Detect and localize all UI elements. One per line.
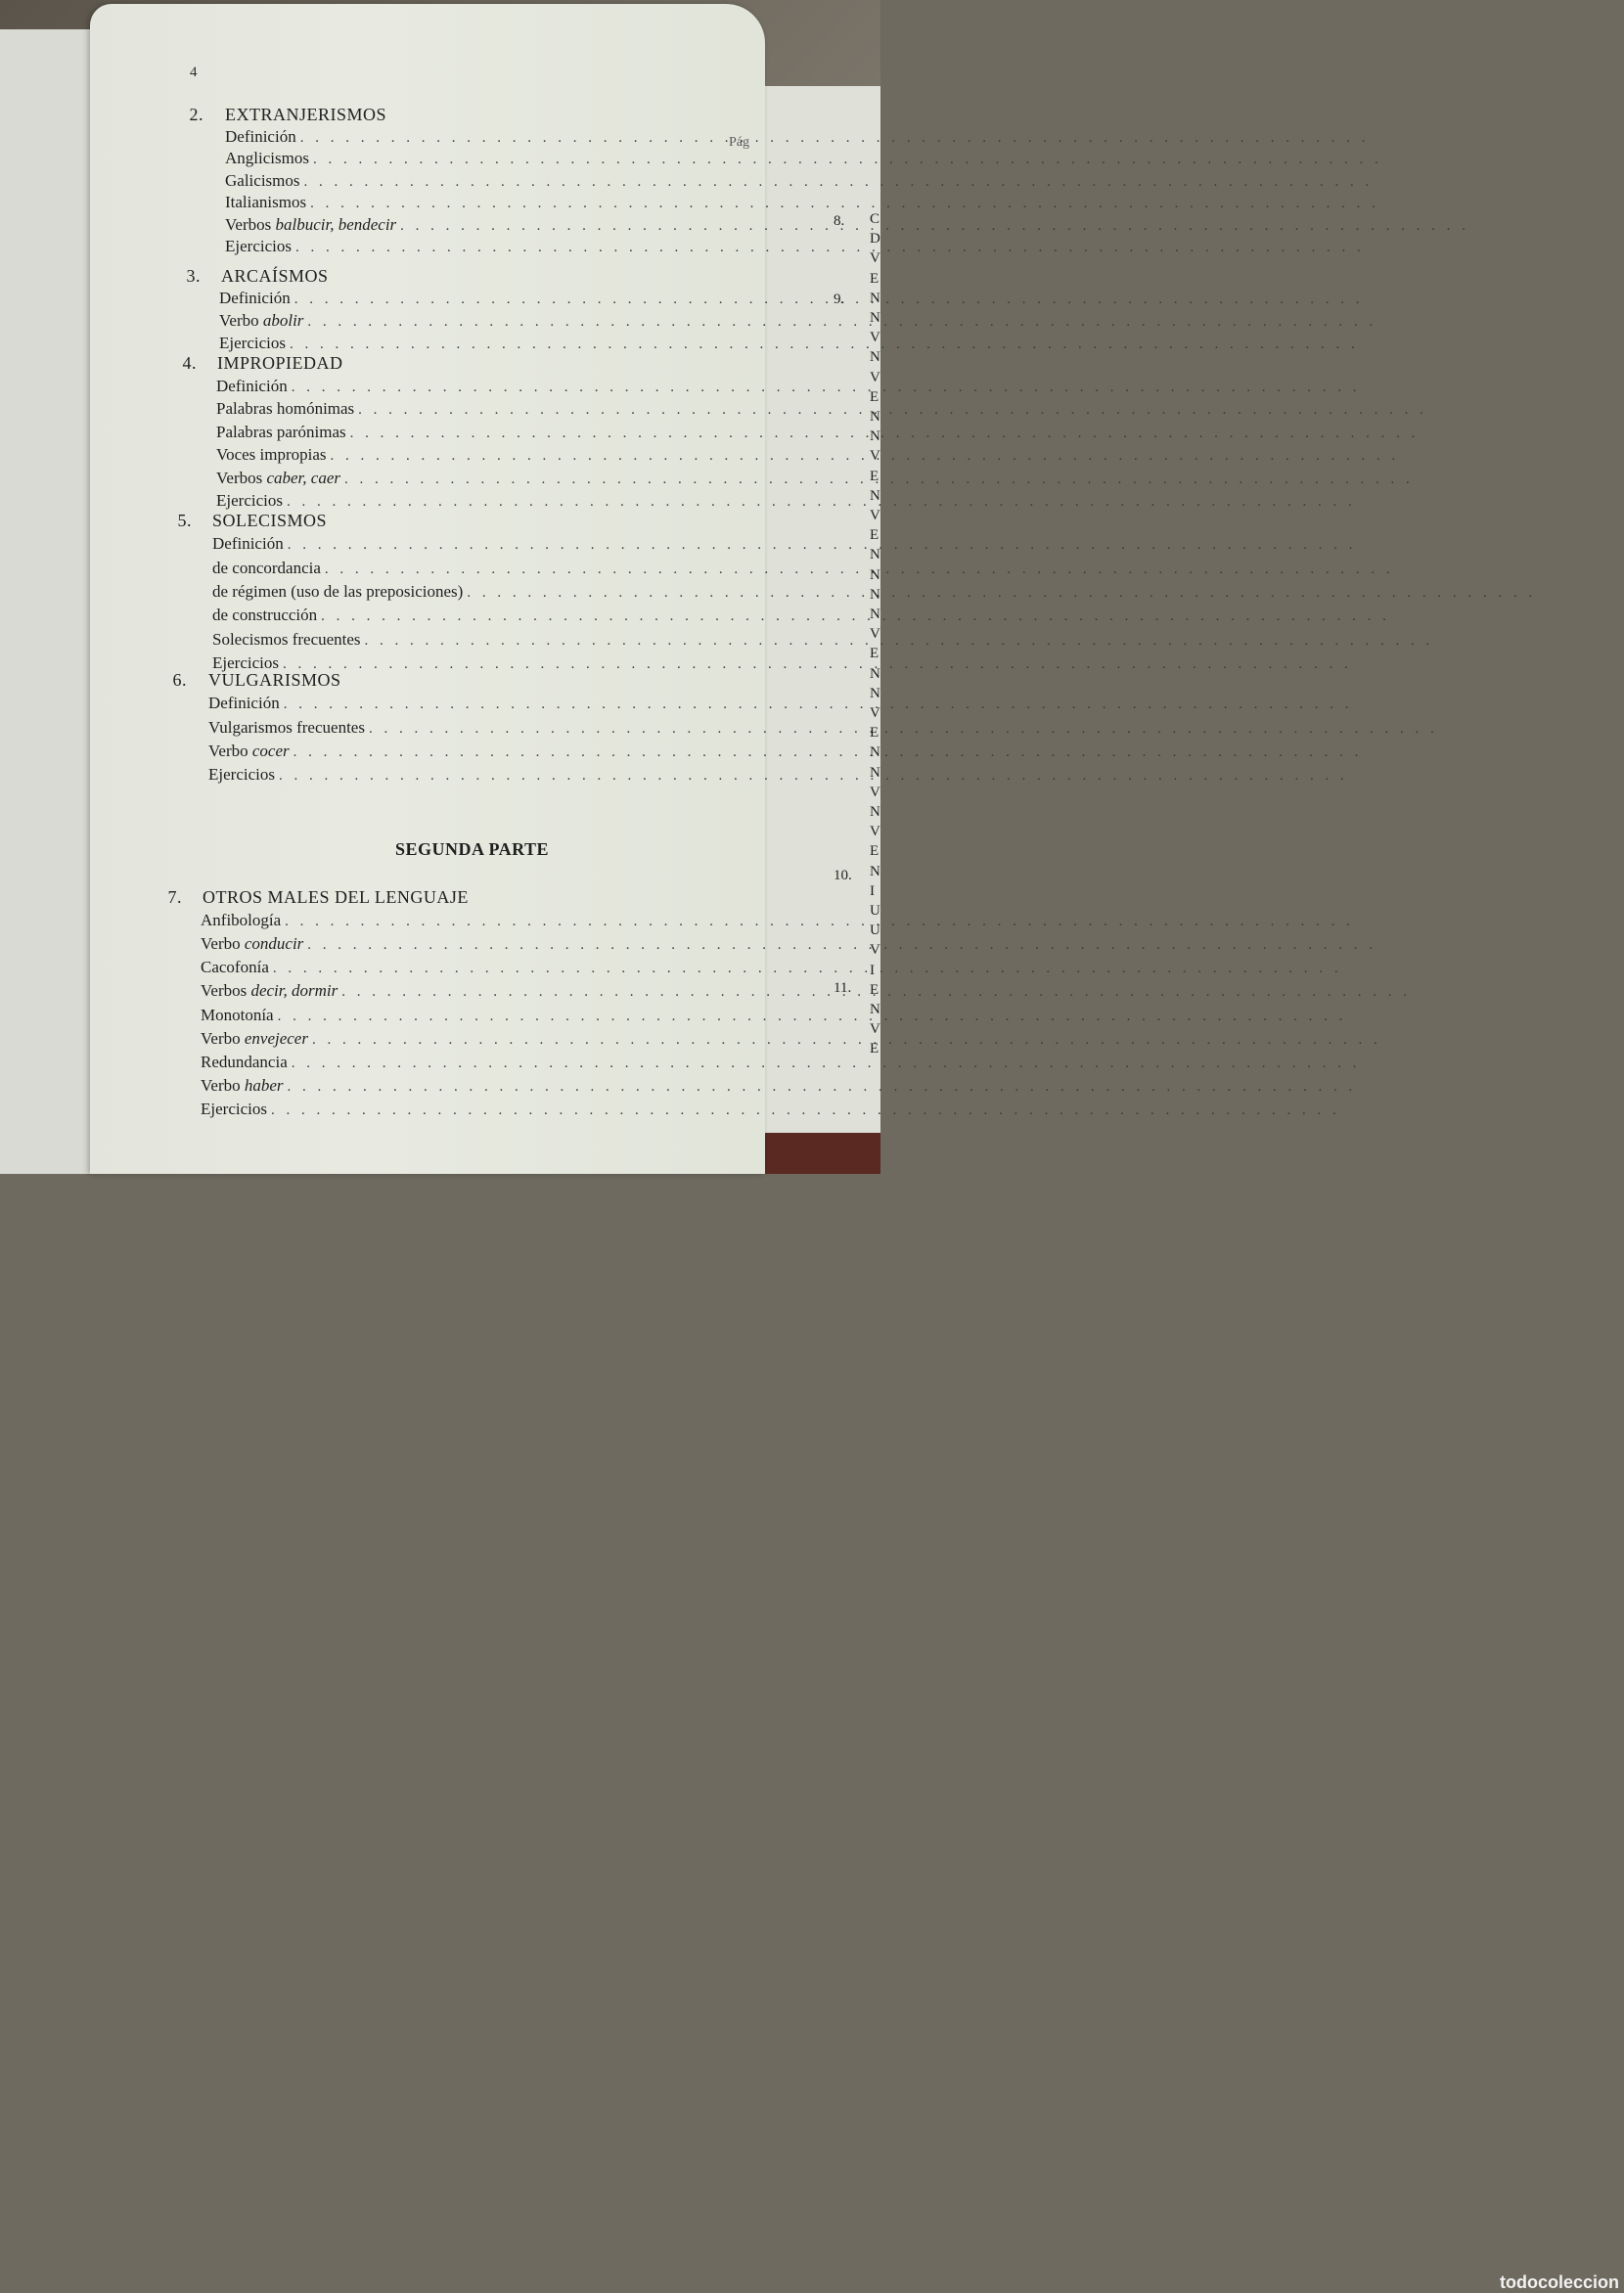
toc-entry-label: Palabras parónimas (216, 422, 346, 441)
toc-entry (208, 740, 748, 763)
toc-entry (225, 125, 748, 149)
toc-entry-label: Definición (208, 694, 280, 713)
facing-chapter-number: 9. (834, 292, 845, 307)
dot-leader (287, 487, 1356, 514)
dot-leader (313, 148, 1382, 171)
facing-entry-letter: E (870, 843, 880, 860)
facing-entry-letter: V (870, 508, 880, 523)
toc-entry (225, 213, 748, 237)
toc-entry (216, 397, 748, 421)
facing-entry-letter: V (870, 1021, 880, 1038)
facing-entry-letter: N (870, 349, 880, 366)
toc-entry (225, 191, 748, 214)
facing-entry-letter: N (870, 764, 880, 781)
facing-entry-letter: V (870, 330, 880, 346)
dot-leader (358, 398, 1427, 422)
toc-entry (216, 421, 748, 444)
dot-leader (307, 310, 1376, 334)
toc-entry (225, 235, 748, 258)
chapter-heading (184, 103, 386, 126)
toc-entry (201, 909, 748, 932)
facing-entry-letter: N (870, 685, 880, 701)
facing-chapter-number: 8. (834, 213, 845, 229)
toc-entry (212, 604, 748, 627)
dot-leader (278, 1005, 1347, 1028)
watermark: todocoleccion (1500, 2272, 1620, 2292)
toc-entry-label: Ejercicios (201, 1099, 267, 1118)
chapter-title: EXTRANJERISMOS (225, 105, 387, 124)
toc-entry (201, 1051, 748, 1074)
facing-entry-letter: N (870, 804, 880, 820)
facing-entry-letter: E (870, 468, 880, 484)
facing-entry-letter: V (870, 369, 880, 385)
chapter-number: 7. (167, 887, 182, 907)
dot-leader (279, 764, 1348, 787)
toc-entry-label: Ejercicios (216, 491, 283, 510)
toc-entry-label: de construcción (212, 606, 318, 625)
toc-entry (225, 147, 748, 170)
chapter-heading (162, 885, 469, 909)
toc-entry (201, 1004, 748, 1027)
toc-entry (212, 580, 748, 604)
facing-entry-letter: V (870, 448, 880, 465)
dot-leader (467, 581, 1536, 605)
chapter-number: 5. (177, 511, 192, 530)
toc-entry-label: Ejercicios (219, 334, 286, 352)
toc-entry (216, 443, 748, 467)
facing-entry-letter: E (870, 527, 880, 544)
toc-entry (201, 932, 748, 956)
facing-entry-letter: N (870, 428, 880, 445)
toc-entry-label: Definición (219, 289, 291, 307)
facing-chapter-number: 10. (834, 868, 852, 883)
toc-entry-label: Verbos caber, caer (216, 468, 340, 487)
toc-entry-label: Palabras homónimas (216, 399, 355, 418)
chapter-heading (181, 264, 329, 288)
facing-entry-letter: N (870, 290, 880, 306)
facing-entry-letter: N (870, 487, 880, 504)
toc-entry-label: Vulgarismos frecuentes (208, 717, 365, 737)
facing-entry-letter: E (870, 725, 880, 742)
dot-leader (304, 170, 1374, 194)
dot-leader (350, 422, 1420, 445)
chapter-heading (172, 509, 327, 532)
facing-entry-letter: V (870, 705, 880, 721)
toc-entry-label: Italianismos (225, 193, 307, 211)
facing-entry-letter: N (870, 566, 880, 583)
toc-entry-label: Verbos decir, dormir (201, 981, 338, 1001)
toc-entry (208, 716, 748, 740)
dot-leader (293, 741, 1363, 764)
toc-entry (225, 169, 748, 193)
chapter-heading (177, 351, 343, 375)
chapter-number: 6. (172, 670, 187, 690)
toc-entry (201, 1027, 748, 1051)
dot-leader (273, 957, 1342, 980)
facing-entry-letter: N (870, 1002, 880, 1017)
dot-leader (321, 605, 1390, 628)
facing-entry-letter: E (870, 1041, 880, 1057)
toc-entry (216, 467, 748, 490)
dot-leader (292, 1052, 1361, 1075)
chapter-title: IMPROPIEDAD (217, 353, 343, 373)
toc-entry (201, 1098, 748, 1121)
dot-leader (295, 236, 1365, 259)
toc-entry (216, 375, 748, 398)
facing-entry-letter: V (870, 626, 880, 643)
toc-entry-label: de régimen (uso de las preposiciones) (212, 581, 464, 601)
dot-leader (290, 333, 1359, 356)
dot-leader (400, 214, 1469, 238)
facing-entry-letter: V (870, 942, 880, 959)
toc-entry-label: Solecismos frecuentes (212, 629, 361, 649)
dot-leader (284, 693, 1353, 716)
toc-entry-label: Definición (225, 126, 296, 146)
toc-entry (201, 956, 748, 979)
chapter-title: ARCAÍSMOS (221, 266, 329, 286)
facing-chapter-number: 11. (834, 980, 852, 996)
chapter-heading (167, 668, 341, 692)
chapter-number: 2. (189, 105, 203, 124)
toc-entry-label: de concordancia (212, 558, 321, 577)
facing-entry-letter: V (870, 250, 880, 267)
toc-entry (212, 628, 748, 652)
toc-entry (212, 532, 748, 556)
toc-entry (212, 557, 748, 580)
facing-entry-letter: N (870, 665, 880, 682)
facing-entry-letter: E (870, 388, 880, 405)
facing-entry-letter: N (870, 586, 880, 603)
dot-leader (271, 1099, 1340, 1122)
facing-entry-letter: I (870, 882, 875, 899)
chapter-title: OTROS MALES DEL LENGUAJE (203, 887, 469, 907)
toc-entry (208, 763, 748, 787)
dot-leader (325, 558, 1394, 581)
dot-leader (292, 376, 1361, 399)
toc-entry-label: Monotonía (201, 1005, 274, 1024)
facing-entry-letter: E (870, 646, 880, 662)
chapter-number: 3. (186, 266, 201, 286)
facing-entry-letter: N (870, 409, 880, 425)
toc-entry-label: Voces impropias (216, 445, 327, 464)
toc-entry-label: Anglicismos (225, 149, 309, 167)
toc-entry (219, 309, 748, 333)
part-heading: SEGUNDA PARTE (395, 839, 550, 859)
toc-entry (201, 979, 748, 1003)
dot-leader (294, 288, 1364, 311)
toc-entry (208, 692, 748, 715)
chapter-title: VULGARISMOS (208, 670, 341, 690)
toc-entry-label: Definición (216, 376, 288, 395)
chapter-title: SOLECISMOS (212, 511, 328, 530)
facing-entry-letter: I (870, 962, 875, 978)
page-column-label: Pág (729, 135, 749, 150)
facing-entry-letter: N (870, 744, 880, 761)
dot-leader (285, 910, 1354, 933)
facing-entry-letter: V (870, 824, 880, 840)
facing-entry-letter: E (870, 270, 880, 287)
toc-entry-label: Redundancia (201, 1052, 288, 1071)
dot-leader (307, 933, 1376, 957)
dot-leader (288, 1075, 1357, 1099)
toc-entry-label: Galicismos (225, 170, 300, 190)
facing-entry-letter: C (870, 211, 880, 227)
facing-entry-letter: D (870, 231, 880, 247)
dot-leader (300, 126, 1370, 150)
toc-entry-label: Ejercicios (212, 652, 279, 672)
toc-entry-label: Ejercicios (225, 237, 292, 255)
facing-entry-letter: N (870, 547, 880, 563)
toc-entry (201, 1074, 748, 1098)
toc-entry-label: Definición (212, 534, 284, 554)
dot-leader (288, 533, 1357, 557)
toc-entry-label: Verbos balbucir, bendecir (225, 214, 397, 234)
page-number: 4 (190, 65, 198, 80)
facing-entry-letter: U (870, 903, 880, 919)
dot-leader (283, 652, 1352, 676)
dot-leader (310, 192, 1379, 215)
toc-entry (219, 287, 748, 310)
dot-leader (365, 629, 1434, 652)
toc-entry-label: Verbo envejecer (201, 1028, 308, 1048)
toc-entry-label: Verbo conducir (201, 934, 304, 954)
dot-leader (369, 717, 1438, 741)
toc-entry-label: Verbo cocer (208, 741, 290, 760)
chapter-number: 4. (182, 353, 197, 373)
toc-entry-label: Verbo abolir (219, 311, 304, 330)
facing-entry-letter: N (870, 310, 880, 326)
toc-entry-label: Cacofonía (201, 958, 269, 977)
toc-entry-label: Anfibología (201, 911, 282, 930)
facing-entry-letter: V (870, 784, 880, 800)
dot-leader (331, 444, 1400, 468)
facing-entry-letter: E (870, 981, 880, 998)
dot-leader (312, 1028, 1381, 1052)
facing-entry-letter: N (870, 863, 880, 879)
toc-entry-label: Ejercicios (208, 765, 275, 785)
toc-entry-label: Verbo haber (201, 1075, 284, 1095)
facing-entry-letter: N (870, 607, 880, 622)
facing-entry-letter: U (870, 922, 880, 939)
